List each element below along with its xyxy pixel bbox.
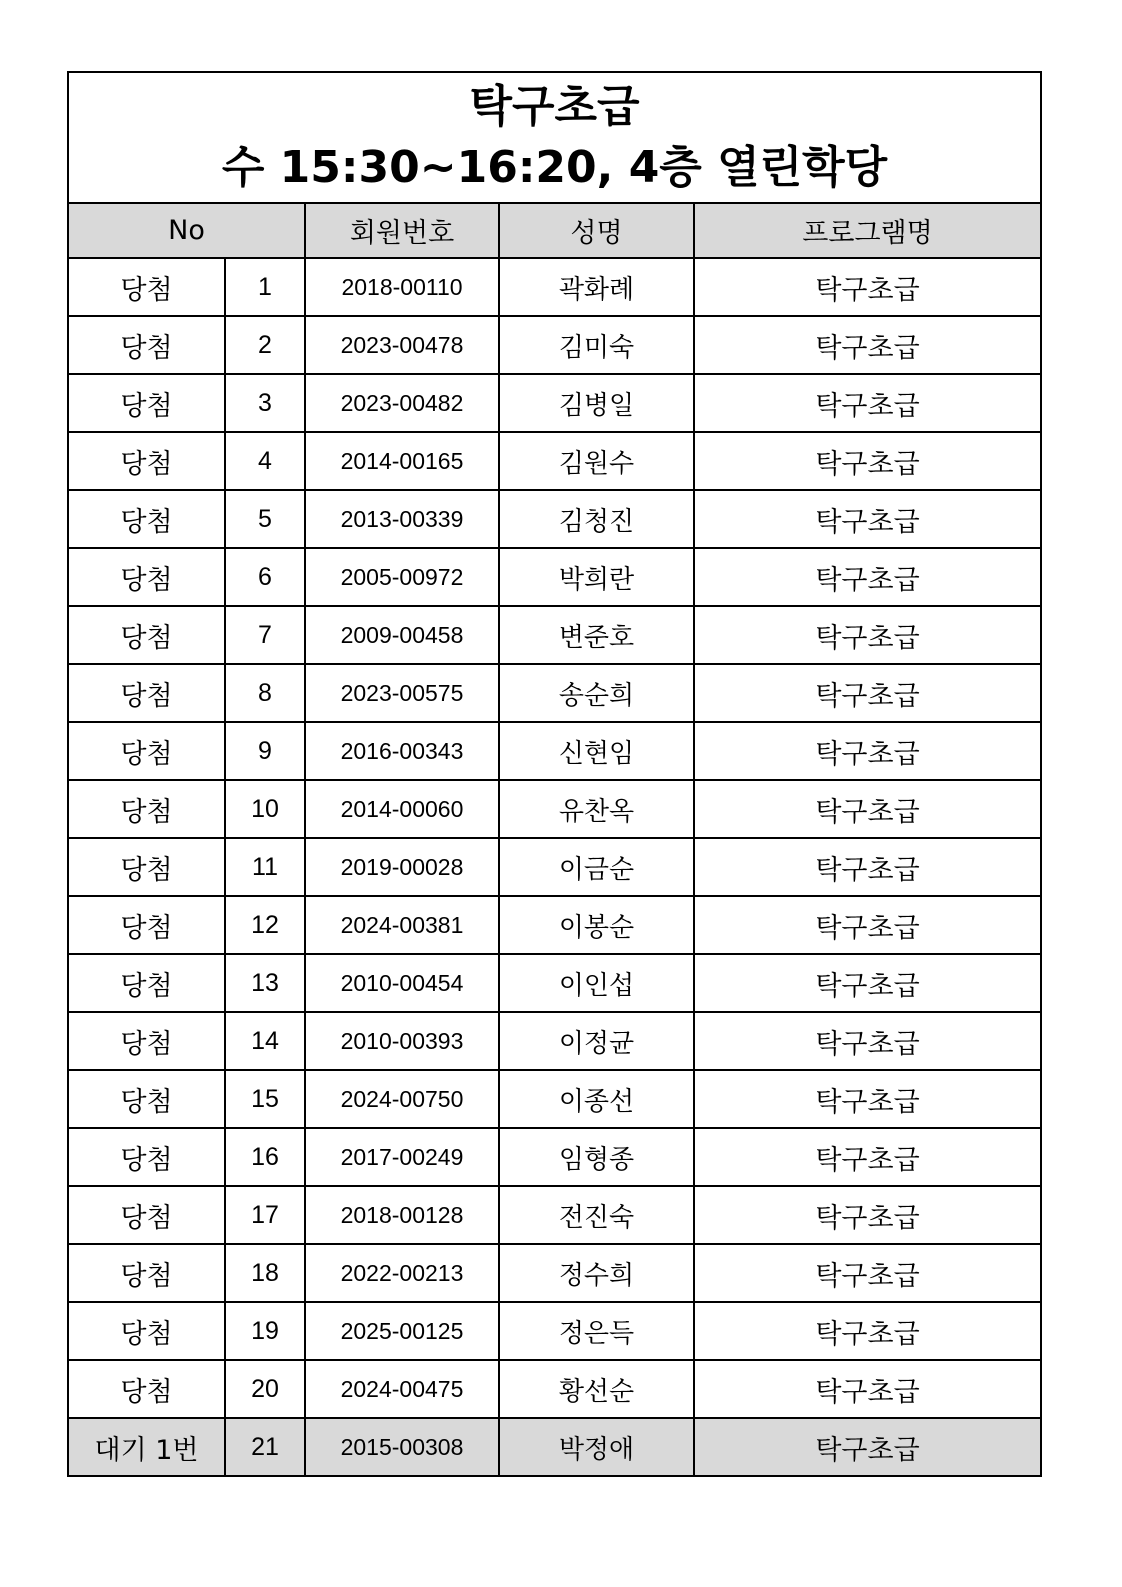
- name-cell: 임형종: [499, 1128, 694, 1186]
- table-row: [68, 722, 1041, 780]
- number-cell: 6: [225, 548, 305, 606]
- member-id-cell: 2023-00575: [305, 664, 499, 722]
- member-id-cell: 2005-00972: [305, 548, 499, 606]
- number-cell: 8: [225, 664, 305, 722]
- member-id-cell: 2018-00128: [305, 1186, 499, 1244]
- table-row: [68, 432, 1041, 490]
- number-cell: 7: [225, 606, 305, 664]
- name-cell: 김병일: [499, 374, 694, 432]
- page-title: 탁구초급: [469, 80, 640, 132]
- header-no: No: [68, 203, 305, 258]
- number-cell: 12: [225, 896, 305, 954]
- status-cell: 당첨: [68, 432, 225, 490]
- status-cell: 당첨: [68, 896, 225, 954]
- program-cell: 탁구초급: [694, 722, 1041, 780]
- member-id-cell: 2024-00381: [305, 896, 499, 954]
- member-id-cell: 2025-00125: [305, 1302, 499, 1360]
- number-cell: 18: [225, 1244, 305, 1302]
- table-row: [68, 1302, 1041, 1360]
- number-cell: 13: [225, 954, 305, 1012]
- name-cell: 이봉순: [499, 896, 694, 954]
- name-cell: 정은득: [499, 1302, 694, 1360]
- program-cell: 탁구초급: [694, 1244, 1041, 1302]
- number-cell: 10: [225, 780, 305, 838]
- name-cell: 신현임: [499, 722, 694, 780]
- name-cell: 김청진: [499, 490, 694, 548]
- name-cell: 박희란: [499, 548, 694, 606]
- member-id-cell: 2009-00458: [305, 606, 499, 664]
- program-cell: 탁구초급: [694, 780, 1041, 838]
- name-cell: 이금순: [499, 838, 694, 896]
- name-cell: 이정균: [499, 1012, 694, 1070]
- program-cell: 탁구초급: [694, 1186, 1041, 1244]
- program-cell: 탁구초급: [694, 316, 1041, 374]
- program-cell: 탁구초급: [694, 1070, 1041, 1128]
- member-id-cell: 2010-00393: [305, 1012, 499, 1070]
- program-cell: 탁구초급: [694, 490, 1041, 548]
- table-row: [68, 664, 1041, 722]
- number-cell: 1: [225, 258, 305, 316]
- status-cell: 당첨: [68, 374, 225, 432]
- table-row: [68, 896, 1041, 954]
- number-cell: 14: [225, 1012, 305, 1070]
- status-cell: 당첨: [68, 1128, 225, 1186]
- program-cell: 탁구초급: [694, 664, 1041, 722]
- number-cell: 21: [225, 1418, 305, 1476]
- status-cell: 당첨: [68, 548, 225, 606]
- name-cell: 송순희: [499, 664, 694, 722]
- header-name: 성명: [499, 203, 694, 258]
- program-cell: 탁구초급: [694, 1360, 1041, 1418]
- program-cell: 탁구초급: [694, 896, 1041, 954]
- table-row: [68, 374, 1041, 432]
- member-id-cell: 2015-00308: [305, 1418, 499, 1476]
- member-id-cell: 2024-00750: [305, 1070, 499, 1128]
- status-cell: 당첨: [68, 1302, 225, 1360]
- number-cell: 11: [225, 838, 305, 896]
- table-row: [68, 1244, 1041, 1302]
- program-cell: 탁구초급: [694, 1418, 1041, 1476]
- number-cell: 19: [225, 1302, 305, 1360]
- program-cell: 탁구초급: [694, 1012, 1041, 1070]
- member-id-cell: 2023-00482: [305, 374, 499, 432]
- member-id-cell: 2014-00060: [305, 780, 499, 838]
- table-row: [68, 1128, 1041, 1186]
- status-cell: 당첨: [68, 1186, 225, 1244]
- header-member-id: 회원번호: [305, 203, 499, 258]
- table-row: [68, 780, 1041, 838]
- name-cell: 황선순: [499, 1360, 694, 1418]
- status-cell: 당첨: [68, 490, 225, 548]
- name-cell: 이인섭: [499, 954, 694, 1012]
- name-cell: 유찬옥: [499, 780, 694, 838]
- status-cell: 당첨: [68, 722, 225, 780]
- status-cell: 당첨: [68, 838, 225, 896]
- table-row: [68, 1418, 1041, 1476]
- number-cell: 2: [225, 316, 305, 374]
- status-cell: 당첨: [68, 1360, 225, 1418]
- title-cell: [68, 72, 1041, 203]
- status-cell: 당첨: [68, 954, 225, 1012]
- table-row: [68, 1012, 1041, 1070]
- program-cell: 탁구초급: [694, 838, 1041, 896]
- member-id-cell: 2024-00475: [305, 1360, 499, 1418]
- table-row: [68, 1186, 1041, 1244]
- status-cell: 당첨: [68, 664, 225, 722]
- number-cell: 17: [225, 1186, 305, 1244]
- program-cell: 탁구초급: [694, 374, 1041, 432]
- number-cell: 3: [225, 374, 305, 432]
- number-cell: 16: [225, 1128, 305, 1186]
- status-cell: 당첨: [68, 780, 225, 838]
- number-cell: 5: [225, 490, 305, 548]
- status-cell: 당첨: [68, 1070, 225, 1128]
- program-cell: 탁구초급: [694, 1128, 1041, 1186]
- status-cell: 당첨: [68, 606, 225, 664]
- name-cell: 곽화례: [499, 258, 694, 316]
- program-cell: 탁구초급: [694, 954, 1041, 1012]
- program-cell: 탁구초급: [694, 258, 1041, 316]
- member-id-cell: 2014-00165: [305, 432, 499, 490]
- table-row: [68, 490, 1041, 548]
- name-cell: 김원수: [499, 432, 694, 490]
- table-row: [68, 954, 1041, 1012]
- table-row: [68, 316, 1041, 374]
- table-body: [68, 258, 1041, 1476]
- member-id-cell: 2018-00110: [305, 258, 499, 316]
- member-id-cell: 2013-00339: [305, 490, 499, 548]
- status-cell: 당첨: [68, 316, 225, 374]
- member-id-cell: 2010-00454: [305, 954, 499, 1012]
- program-cell: 탁구초급: [694, 1302, 1041, 1360]
- number-cell: 15: [225, 1070, 305, 1128]
- header-row: [68, 203, 1041, 258]
- name-cell: 김미숙: [499, 316, 694, 374]
- table-row: [68, 1360, 1041, 1418]
- member-id-cell: 2017-00249: [305, 1128, 499, 1186]
- member-id-cell: 2016-00343: [305, 722, 499, 780]
- status-cell: 당첨: [68, 258, 225, 316]
- number-cell: 20: [225, 1360, 305, 1418]
- name-cell: 박정애: [499, 1418, 694, 1476]
- schedule-subtitle: 수 15:30~16:20, 4층 열린학당: [221, 141, 888, 193]
- status-cell: 당첨: [68, 1012, 225, 1070]
- table-row: [68, 258, 1041, 316]
- member-id-cell: 2022-00213: [305, 1244, 499, 1302]
- table-row: [68, 548, 1041, 606]
- status-cell: 당첨: [68, 1244, 225, 1302]
- name-cell: 변준호: [499, 606, 694, 664]
- number-cell: 4: [225, 432, 305, 490]
- program-cell: 탁구초급: [694, 548, 1041, 606]
- table-row: [68, 838, 1041, 896]
- name-cell: 전진숙: [499, 1186, 694, 1244]
- lottery-result-table: [67, 71, 1042, 1477]
- header-program: 프로그램명: [694, 203, 1041, 258]
- number-cell: 9: [225, 722, 305, 780]
- name-cell: 이종선: [499, 1070, 694, 1128]
- program-cell: 탁구초급: [694, 606, 1041, 664]
- status-cell: 대기 1번: [68, 1418, 225, 1476]
- member-id-cell: 2023-00478: [305, 316, 499, 374]
- member-id-cell: 2019-00028: [305, 838, 499, 896]
- program-cell: 탁구초급: [694, 432, 1041, 490]
- table-row: [68, 1070, 1041, 1128]
- table-row: [68, 606, 1041, 664]
- name-cell: 정수희: [499, 1244, 694, 1302]
